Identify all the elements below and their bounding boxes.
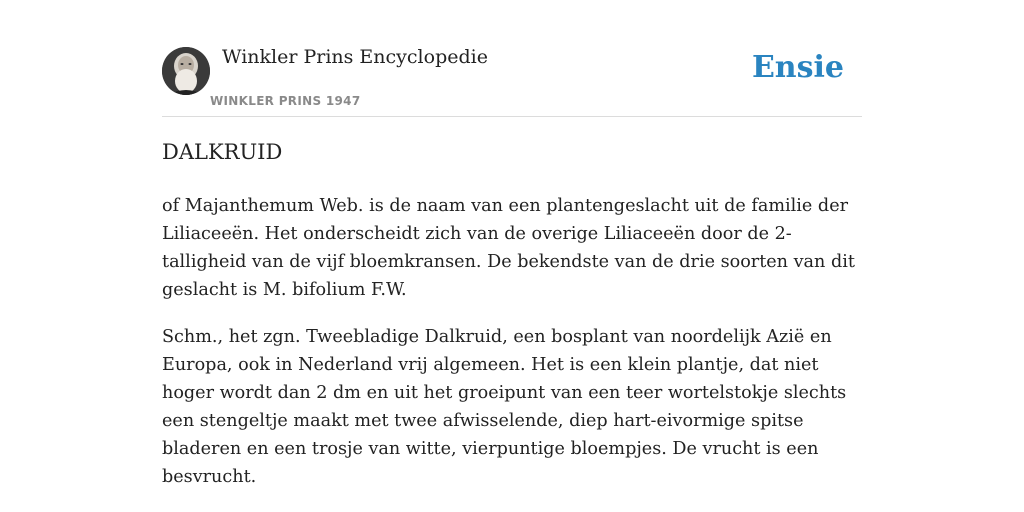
article-paragraph: of Majanthemum Web. is de naam van een plantengeslacht uit de familie der Liliaceeën. Het onderscheidt zich van de overige Liliaceeën door de 2-talligheid van de vijf bloemkransen. De bekendste van de drie soorten van dit geslacht is M. bifolium F.W. xyxy=(162,196,855,300)
article-paragraph: Schm., het zgn. Tweebladige Dalkruid, een bosplant van noordelijk Azië en Europa, ook in Nederland vrij algemeen. Het is een klein plantje, dat niet hoger wordt dan 2 dm en uit het groeipunt van een teer wortelstokje slechts een stengeltje maakt met twee afwisselende, diep hart-eivormige spitse bladeren en een trosje van witte, vierpuntige bloempjes. De vrucht is een besvrucht. xyxy=(162,327,847,487)
article-title: DALKRUID xyxy=(162,140,283,164)
article-body xyxy=(162,192,862,510)
source-header xyxy=(162,46,862,117)
portrait-icon xyxy=(162,47,210,95)
source-title[interactable]: Winkler Prins Encyclopedie xyxy=(222,46,488,68)
author-avatar[interactable] xyxy=(162,47,210,95)
source-subtitle: WINKLER PRINS 1947 xyxy=(210,94,361,108)
brand-logo[interactable]: Ensie xyxy=(751,50,844,85)
